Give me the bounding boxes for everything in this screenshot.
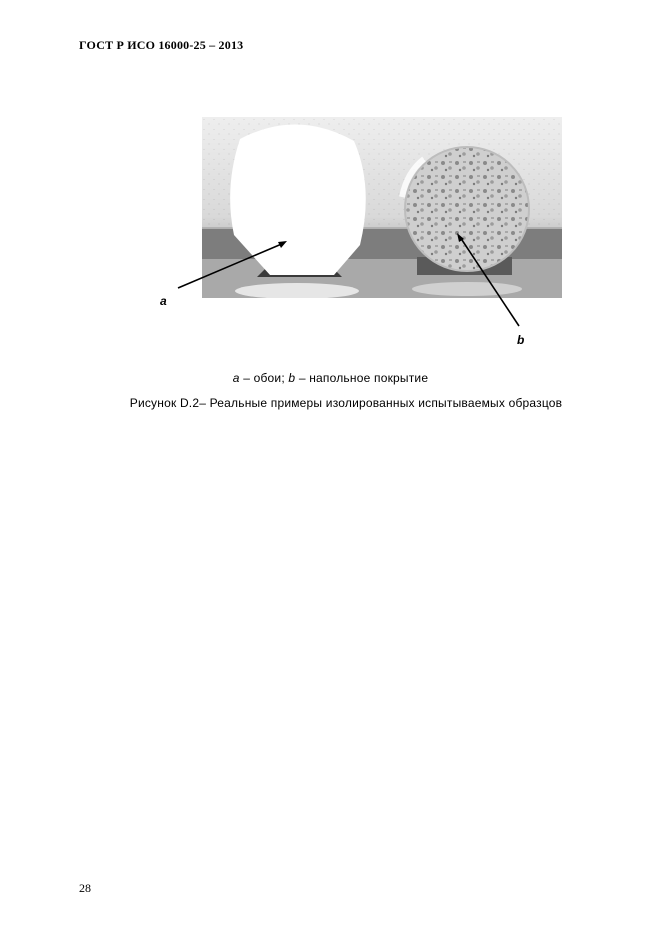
arrow-a: [178, 243, 284, 288]
figure-legend: [0, 371, 661, 385]
label-a: a: [160, 294, 167, 308]
label-b: b: [517, 333, 525, 347]
figure-caption: Рисунок D.2– Реальные примеры изолированных испытываемых образцов: [129, 396, 563, 410]
arrow-a-head: [278, 241, 287, 248]
legend-key-b: b: [288, 371, 296, 385]
legend-text-a: – обои;: [239, 371, 289, 385]
pointer-arrows: [150, 112, 590, 352]
legend-key-a: a: [232, 371, 240, 385]
page-number: 28: [79, 881, 91, 895]
legend-text-b: – напольное покрытие: [295, 371, 429, 385]
arrow-b: [460, 237, 519, 326]
document-header: ГОСТ Р ИСО 16000-25 – 2013: [79, 38, 244, 52]
figure-d2: [150, 112, 590, 352]
